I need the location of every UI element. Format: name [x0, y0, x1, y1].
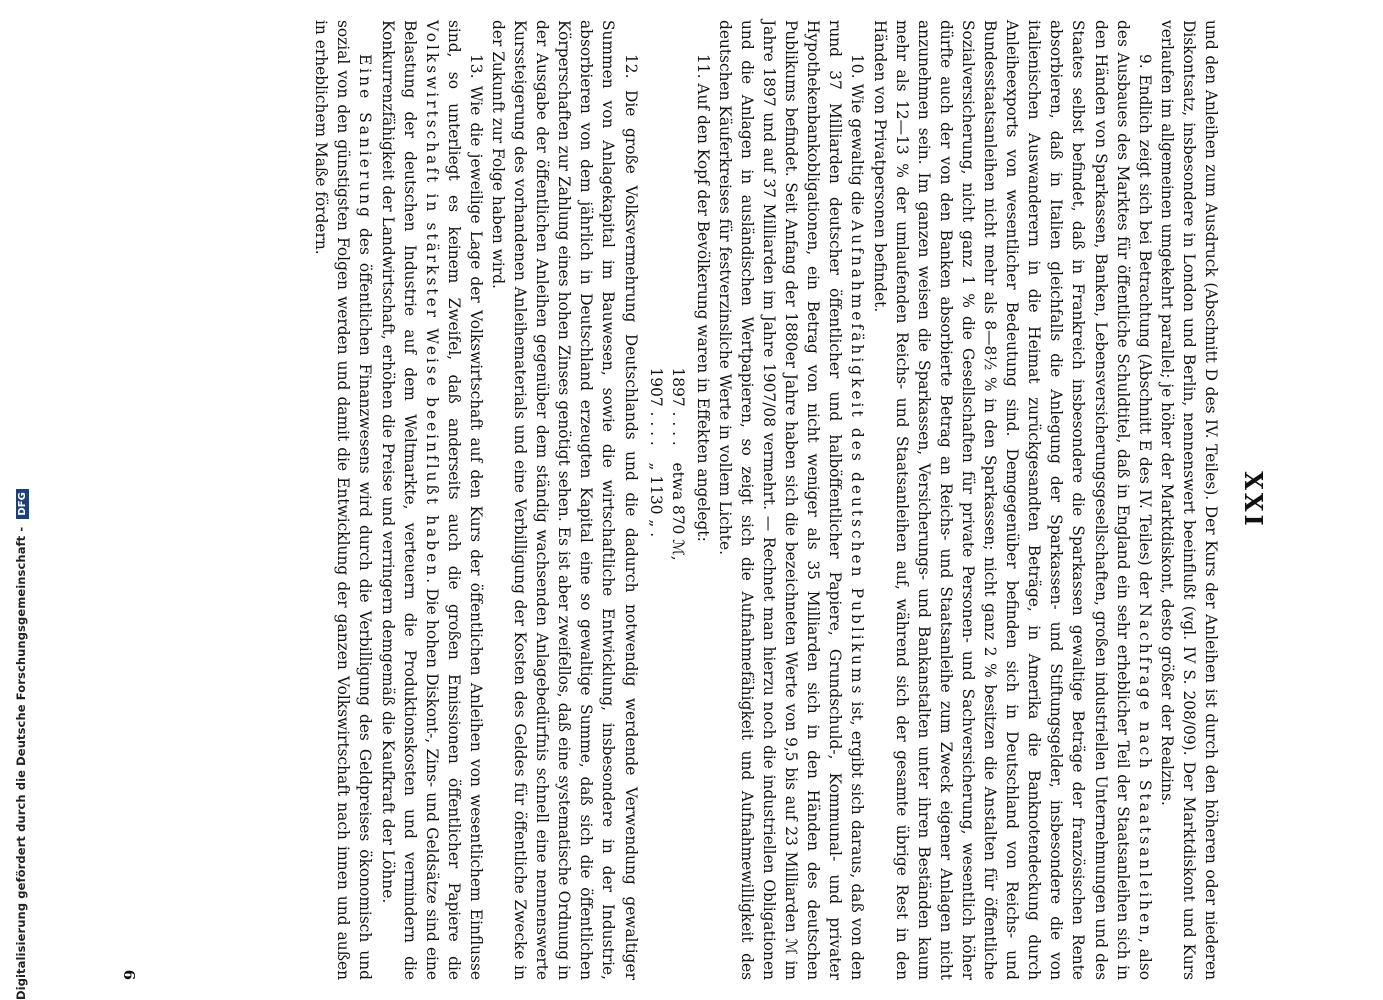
dfg-logo-icon: DFG — [16, 489, 29, 519]
per-capita-table — [645, 20, 689, 980]
paragraph-13: 13. Wie die jeweilige Lage der Volkswirtschaft auf den Kurs der öffentlichen Anleihen von wesentlichem Einflusse sind, so unterliegt es keinem Zweifel, daß anderseits auch die großen Emissionen öffentlicher Papiere die Volkswirtschaft in stärkster Weise beeinflußt haben. Die hohen Diskont-, Zins- und Geldsätze sind eine Belastung der deutschen Industrie auf dem Weltmarkte, verteuern die Produktionskosten und vermindern die Konkurrenzfähigkeit der Landwirtschaft, erhöhen die Preise und verringern demgemäß die Kaufkraft der Löhne. — [378, 20, 485, 980]
paragraph-11: 11. Auf den Kopf der Bevölkerung waren in Effekten angelegt: — [693, 54, 712, 542]
table-row — [667, 20, 689, 980]
table-year: 1897 . . . . — [668, 367, 687, 446]
emphasis-spaced: Nachfrage nach Staatsanleihen — [1135, 603, 1154, 939]
body-text — [310, 20, 1222, 980]
paragraph-12: 12. Die große Volksvermehrung Deutschlands und die dadurch notwendig werdende Verwendung gewaltiger Summen von Anlagekapital im Bauwesen, sowie die wirtschaftliche Entwicklung, insbesondere in der Industrie, absorbieren von dem jährlich in Deutschland erzeugten Kapital eine so gewaltige Summe, daß sich die öffentlichen Körperschaften zur Zahlung eines hohen Zinses genötigt sehen. Es ist aber zweifellos, daß eine systematische Ordnung in der Ausgabe der öffentlichen Anleihen gegenüber dem ständig wachsenden Anlagebedürfnis schnell eine nennenswerte Kurssteigerung des vorhandenen Anleihematerials und eine Verbilligung der Kosten des Geldes für öffentliche Zwecke in der Zukunft zur Folge haben wird. — [489, 20, 640, 980]
emphasis-spaced: Eine Sanierung — [356, 54, 375, 220]
table-year: 1907 . . . . — [646, 367, 665, 446]
digitization-credit — [14, 489, 29, 1000]
paragraph-9: 9. Endlich zeigt sich bei Betrachtung (Abschnitt E des IV. Teiles) der Nachfrage nach Staatsanleihen, also des Ausbaues des Marktes für öffentliche Schuldtitel, daß in England ein sehr erheblicher Teil der Staatsanleihen sich in den Händen von Sparkassen, Banken, Lebensversicherungsgesellschaften, großen industriellen Unternehmungen und des Staates selbst befindet, daß in Frankreich insbesondere die Sparkassen gewaltige Beträge der französischen Rente absorbieren, daß in Italien gleichfalls die Anlegung der Sparkassen- und Stiftungsgelder, insbesondere die von italienischen Auswanderern in die Heimat zurückgesandten Beträge, in Amerika die Banknotendeckung durch Anleiheexports von wesentlicher Bedeutung sind. Demgegenüber befinden sich in Deutschland von Reichs- und Bundesstaatsanleihen nicht mehr als 8—8½ % in den Sparkassen; nicht ganz 2 % besitzen die Anstalten für öffentliche Sozialversicherung, nicht ganz 1 % die Gesellschaften für private Personen- und Sachversicherung, wesentlich höher dürfte auch der von den Banken absorbierte Betrag an Reichs- und Staatsanleihe zum Zweck eigener Anlagen nicht anzunehmen sein. Im ganzen weisen die Sparkassen, Versicherungs- und Bankanstalten unter ihren Beständen kaum mehr als 12—13 % der umlaufenden Reichs- und Staatsanleihen auf, während sich der gesamte übrige Rest in den Händen von Privatpersonen befindet. — [870, 20, 1154, 980]
table-value: etwa 870 ℳ, — [668, 462, 687, 561]
credit-text: Digitalisierung gefördert durch die Deutsche Forschungsgemeinschaft - — [14, 526, 28, 1000]
emphasis-spaced: Aufnahmefähigkeit des deutschen Publikums — [848, 220, 867, 697]
table-value: „ 1130 „ . — [646, 462, 665, 538]
scanned-page — [112, 20, 1268, 980]
paragraph-10: 10. Wie gewaltig die Aufnahmefähigkeit des deutschen Publikums ist, ergibt sich daraus, daß von den rund 37 Milliarden deutscher öffentlicher und halböffentlicher Papiere, Grundschuld-, Kommunal- und privater Hypothekenbankobligationen, ein Betrag von nicht weniger als 35 Milliarden sich in den Händen des deutschen Publikums befindet. Seit Anfang der 1880er Jahre haben sich die bezeichneten Werte von 9,5 bis auf 23 Milliarden ℳ im Jahre 1897 und auf 37 Milliarden im Jahre 1907/08 vermehrt. — Rechnet man hierzu noch die industriellen Obligationen und die Anlagen in ausländischen Wertpapieren, so zeigt sich die Aufnahmefähigkeit und Aufnahmewilligkeit des deutschen Käuferkreises für festverzinsliche Werte in vollem Lichte. — [715, 20, 867, 980]
page-number: XXI — [1239, 471, 1268, 529]
paragraph-continuation: und den Anleihen zum Ausdruck (Abschnitt D des IV. Teiles). Der Kurs der Anleihen ist durch den höheren oder niederen Diskontsatz, insbesondere in London und Berlin, nennenswert beeinflußt (vgl. IV S. 208/09). Der Marktdiskont und Kurs verlaufen im allgemeinen umgekehrt parallel; je höher der Marktdiskont, desto größer der Realzins. — [1157, 20, 1220, 980]
paragraph-14: Eine Sanierung des öffentlichen Finanzwesens wird durch die Verbilligung des Geldpreises ökonomisch und sozial von den günstigsten Folgen werden und damit die Entwicklung der ganzen Volkswirtschaft nach innen und außen in erheblichem Maße fördern. — [312, 20, 375, 980]
signature-mark: 6 — [120, 969, 139, 980]
page-header — [1234, 20, 1268, 980]
table-row — [645, 20, 667, 980]
emphasis-spaced: Volkswirtschaft in stärkster Weise beeinflußt haben — [422, 20, 441, 579]
